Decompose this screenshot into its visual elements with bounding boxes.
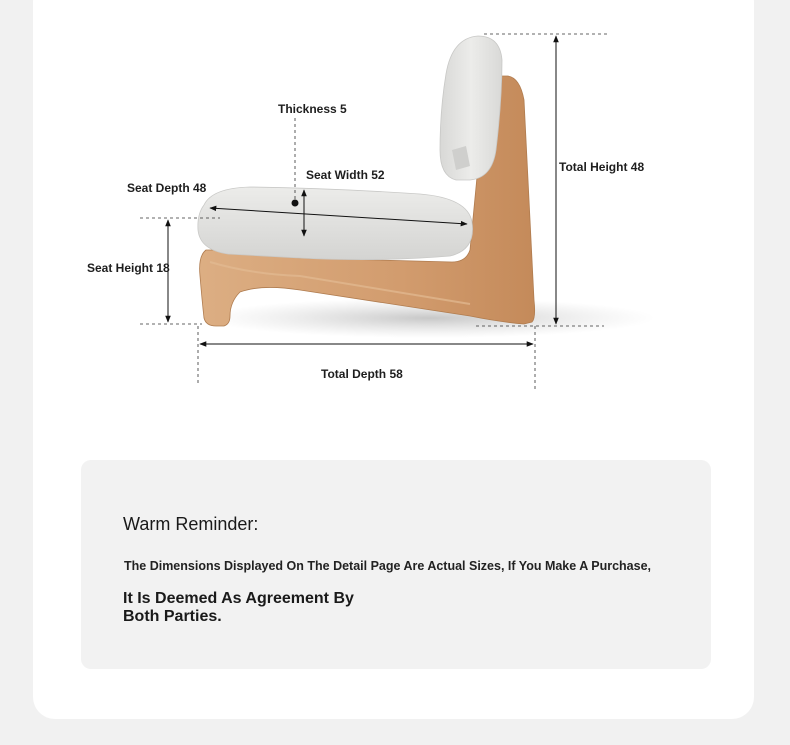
warm-reminder-box <box>81 460 711 669</box>
seat-height-label: Seat Height 18 <box>87 261 170 275</box>
seat-depth-label: Seat Depth 48 <box>127 181 207 195</box>
thickness-label: Thickness 5 <box>278 102 347 116</box>
reminder-text-line2: It Is Deemed As Agreement By Both Parties. <box>123 590 354 625</box>
back-cushion <box>440 36 502 180</box>
total-depth-label: Total Depth 58 <box>321 367 403 381</box>
total-height-label: Total Height 48 <box>559 160 645 174</box>
seat-width-label: Seat Width 52 <box>306 168 385 182</box>
seat-cushion <box>198 187 473 260</box>
reminder-text-line1: The Dimensions Displayed On The Detail Page Are Actual Sizes, If You Make A Purchase, <box>124 559 652 573</box>
thickness-marker-dot <box>292 200 299 207</box>
reminder-title: Warm Reminder: <box>123 514 259 534</box>
